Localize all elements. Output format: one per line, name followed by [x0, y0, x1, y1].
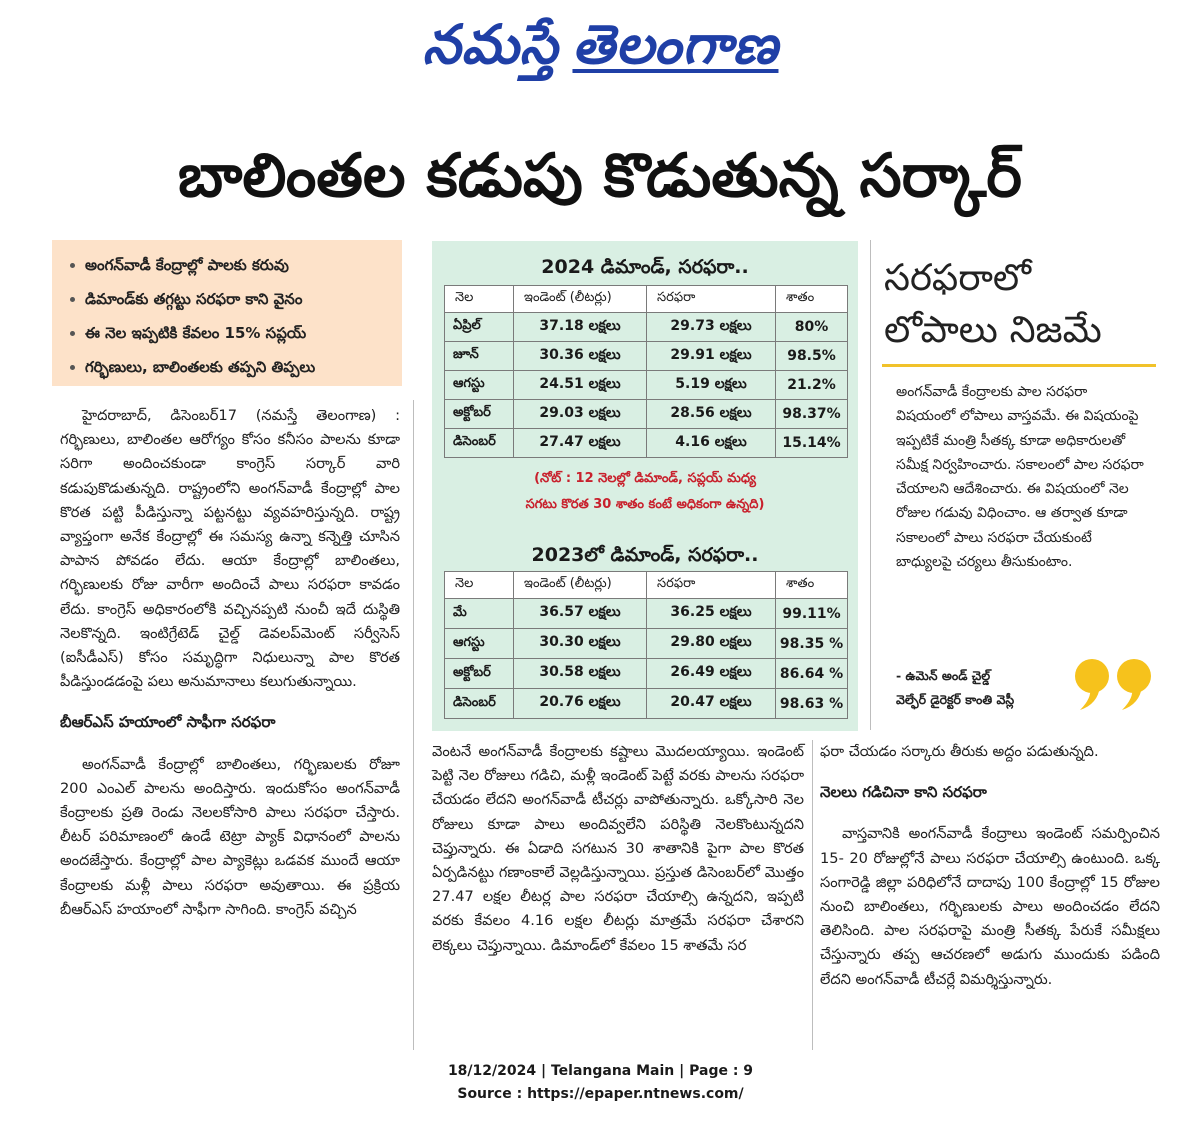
masthead-part2: తెలంగాణ [572, 12, 779, 76]
table-row: జూన్ 30.36 లక్షలు 29.91 లక్షలు 98.5% [445, 342, 848, 371]
col-header-month: నెల [445, 572, 514, 599]
table-2023-title: 2023లో డిమాండ్, సరఫరా.. [531, 544, 759, 566]
table-header-row [445, 286, 848, 313]
highlight-item: అంగన్‌వాడీ కేంద్రాల్లో పాలకు కరువు [70, 248, 392, 282]
body-paragraph: అంగన్‌వాడీ కేంద్రాల్లో బాలింతలు, గర్భిణులకు రోజూ 200 ఎంఎల్ పాలను అందిస్తారు. ఇందుకోసం అంగన్‌వాడీ కేంద్రాలకు ప్రతి రెండు నెలలకోసారి పాలు సరఫరా చేస్తారు. లీటర్ పరిమాణంలో ఉండే టెట్రా ప్యాక్ విధానంలో పాలను అందజేస్తారు. కేంద్రాల్లో పాల ప్యాకెట్లు ఒడవక ముందే ఆయా కేంద్రాలకు మళ్లీ పాలు సరఫరా అవుతాయి. ఈ ప్రక్రియ బీఆర్‌ఎస్ హయాంలో సాఫీగా సాగింది. కాంగ్రెస్ వచ్చిన [60, 755, 400, 918]
col-header-indent: ఇండెంట్ (లీటర్లు) [514, 572, 647, 599]
col-header-indent: ఇండెంట్ (లీటర్లు) [514, 286, 647, 313]
table-note-line: సగటు కొరత 30 శాతం కంటే అధికంగా ఉన్నది) [525, 497, 765, 512]
article-column-3 [820, 740, 1160, 992]
table-2023 [444, 571, 848, 719]
bullet-icon [70, 297, 75, 302]
table-header-row [445, 572, 848, 599]
section-subhead: బీఆర్‌ఎస్ హయాంలో సాఫీగా సరఫరా [60, 713, 276, 732]
sidebar-heading: సరఫరాలో లోపాలు నిజమే [884, 256, 1102, 351]
official-quote: అంగన్‌వాడీ కేంద్రాలకు పాల సరఫరా విషయంలో లోపాలు వాస్తవమే. ఈ విషయంపై ఇప్పటికే మంత్రి సీతక్క కూడా అధికారులతో సమీక్ష నిర్వహించారు. సకాలంలో పాల సరఫరా చేయాలని ఆదేశించారు. ఈ విషయంలో నెల రోజుల గడువు విధించాం. ఆ తర్వాత కూడా సకాలంలో పాలు సరఫరా చేయకుంటే బాధ్యులపై చర్యలు తీసుకుంటాం. [896, 384, 1144, 571]
table-2023-box [432, 535, 858, 731]
footer-source: Source : https://epaper.ntnews.com/ [457, 1086, 744, 1102]
masthead-part1: నమస్తే [422, 12, 559, 76]
table-row: ఏప్రిల్ 37.18 లక్షలు 29.73 లక్షలు 80% [445, 313, 848, 342]
table-note [432, 466, 858, 518]
sidebar-divider [870, 240, 871, 730]
newspaper-masthead [0, 4, 1201, 84]
col-header-percent: శాతం [776, 286, 848, 313]
table-row: అక్టోబర్ 30.58 లక్షలు 26.49 లక్షలు 86.64 % [445, 659, 848, 689]
table-row: మే 36.57 లక్షలు 36.25 లక్షలు 99.11% [445, 599, 848, 629]
article-column-1 [60, 404, 400, 922]
column-divider [413, 400, 414, 1050]
article-column-2 [432, 740, 804, 958]
col-header-month: నెల [445, 286, 514, 313]
sidebar-rule [882, 364, 1156, 367]
quote-attribution: - ఉమెన్ అండ్ చైల్డ్ వెల్ఫేర్ డైరెక్టర్ కాంతి వెస్లీ [896, 668, 1015, 707]
body-paragraph: వెంటనే అంగన్‌వాడీ కేంద్రాలకు కష్టాలు మొదలయ్యాయి. ఇండెంట్ పెట్టి నెల రోజులు గడిచి, మళ్లీ ఇండెంట్ పెట్టే వరకు పాలను సరఫరా చేయడం లేదని అంగన్‌వాడీ టీచర్లు వాపోతున్నారు. ఒక్కోసారి నెల రోజులు కూడా పాలు అందివ్వలేని పరిస్థితి నెలకొంటున్నదని చెప్తున్నారు. ఈ ఏడాది సగటున 30 శాతానికి పైగా పాల కొరత ఏర్పడినట్టు గణాంకాలే వెల్లడిస్తున్నాయి. ప్రస్తుత డిసెంబర్‌లో మొత్తం 27.47 లక్షల లీటర్ల పాల సరఫరా చేయాల్సి ఉన్నదని, ఇప్పటి వరకు కేవలం 4.16 లక్షల లీటర్లు మాత్రమే సరఫరా చేశారని లెక్కలు చెప్తున్నాయి. డిమాండ్‌లో కేవలం 15 శాతమే సర [432, 743, 804, 954]
highlight-item: ఈ నెల ఇప్పటికి కేవలం 15% సప్లయ్ [70, 316, 392, 350]
highlights-box [52, 240, 402, 386]
table-note-line: (నోట్ : 12 నెలల్లో డిమాండ్, సప్లయ్ మధ్య [534, 471, 756, 486]
section-subhead: నెలలు గడిచినా కాని సరఫరా [820, 783, 987, 802]
bullet-icon [70, 263, 75, 268]
table-row: డిసెంబర్ 20.76 లక్షలు 20.47 లక్షలు 98.63 % [445, 689, 848, 719]
col-header-percent: శాతం [776, 572, 848, 599]
quote-mark-icon [1068, 654, 1160, 714]
col-header-supply: సరఫరా [647, 572, 776, 599]
footer-date-page: 18/12/2024 | Telangana Main | Page : 9 [447, 1063, 754, 1079]
table-2024-title: 2024 డిమాండ్, సరఫరా.. [541, 256, 749, 278]
body-paragraph: వాస్తవానికి అంగన్‌వాడీ కేంద్రాలు ఇండెంట్ సమర్పించిన 15- 20 రోజుల్లోనే పాలు సరఫరా చేయాల్సి ఉంటుంది. ఒక్క సంగారెడ్డి జిల్లా పరిధిలోనే దాదాపు 100 కేంద్రాల్లో 15 రోజుల నుంచి బాలింతలు, గర్భిణులకు పాలు అందించడం లేదని తెలిసింది. పాల సరఫరాపై మంత్రి సీతక్క పేరుకే సమీక్షలు చేస్తున్నారు తప్ప ఆచరణలో అడుగు ముందుకు పడింది లేదని అంగన్‌వాడీ టీచర్లే విమర్శిస్తున్నారు. [820, 825, 1160, 988]
col-header-supply: సరఫరా [647, 286, 776, 313]
body-paragraph: హైదరాబాద్, డిసెంబర్17 (నమస్తే తెలంగాణ) : గర్భిణులు, బాలింతల ఆరోగ్యం కోసం కనీసం పాలను కూడా సరిగా అందించకుండా కాంగ్రెస్ సర్కార్ వారి కడుపుకొడుతున్నది. రాష్ట్రంలోని అంగన్‌వాడీ కేంద్రాల్లో పాల కొరత పట్టి పీడిస్తున్నా పట్టనట్టు వ్యవహరిస్తున్నది. రాష్ట్ర వ్యాప్తంగా అనేక కేంద్రాల్లో ఈ సమస్య ఉన్నా కన్నెత్తి చూసిన పాపాన పోవడం లేదు. ఆయా కేంద్రాల్లో బాలింతలు, గర్భిణులకు రోజు వారీగా అందించే పాలు సరఫరా కావడం లేదు. కాంగ్రెస్ అధికారంలోకి వచ్చినప్పటి నుంచీ ఇదే దుస్థితి నెలకొన్నది. ఇంటిగ్రేటెడ్ చైల్డ్ డెవలప్‌మెంట్ సర్వీసెస్ (ఐసీడీఎస్) కోసం సమృద్ధిగా నిధులున్నా పాల కొరత పీడిస్తుండడంపై పలు అనుమానాలు కలుగుతున్నాయి. [60, 407, 400, 691]
column-divider [812, 740, 813, 1050]
table-row: అక్టోబర్ 29.03 లక్షలు 28.56 లక్షలు 98.37% [445, 400, 848, 429]
table-row: డిసెంబర్ 27.47 లక్షలు 4.16 లక్షలు 15.14% [445, 429, 848, 458]
table-row: ఆగస్టు 30.30 లక్షలు 29.80 లక్షలు 98.35 % [445, 629, 848, 659]
table-2024-box [432, 241, 858, 535]
table-2024 [444, 285, 848, 458]
highlight-item: డిమాండ్‌కు తగ్గట్టు సరఫరా కాని వైనం [70, 282, 392, 316]
article-headline: బాలింతల కడుపు కొడుతున్న సర్కార్ [178, 141, 1022, 211]
table-row: ఆగస్టు 24.51 లక్షలు 5.19 లక్షలు 21.2% [445, 371, 848, 400]
body-paragraph: ఫరా చేయడం సర్కారు తీరుకు అద్దం పడుతున్నది. [820, 743, 1099, 760]
highlight-item: గర్భిణులు, బాలింతలకు తప్పని తిప్పలు [70, 350, 392, 384]
bullet-icon [70, 365, 75, 370]
bullet-icon [70, 331, 75, 336]
